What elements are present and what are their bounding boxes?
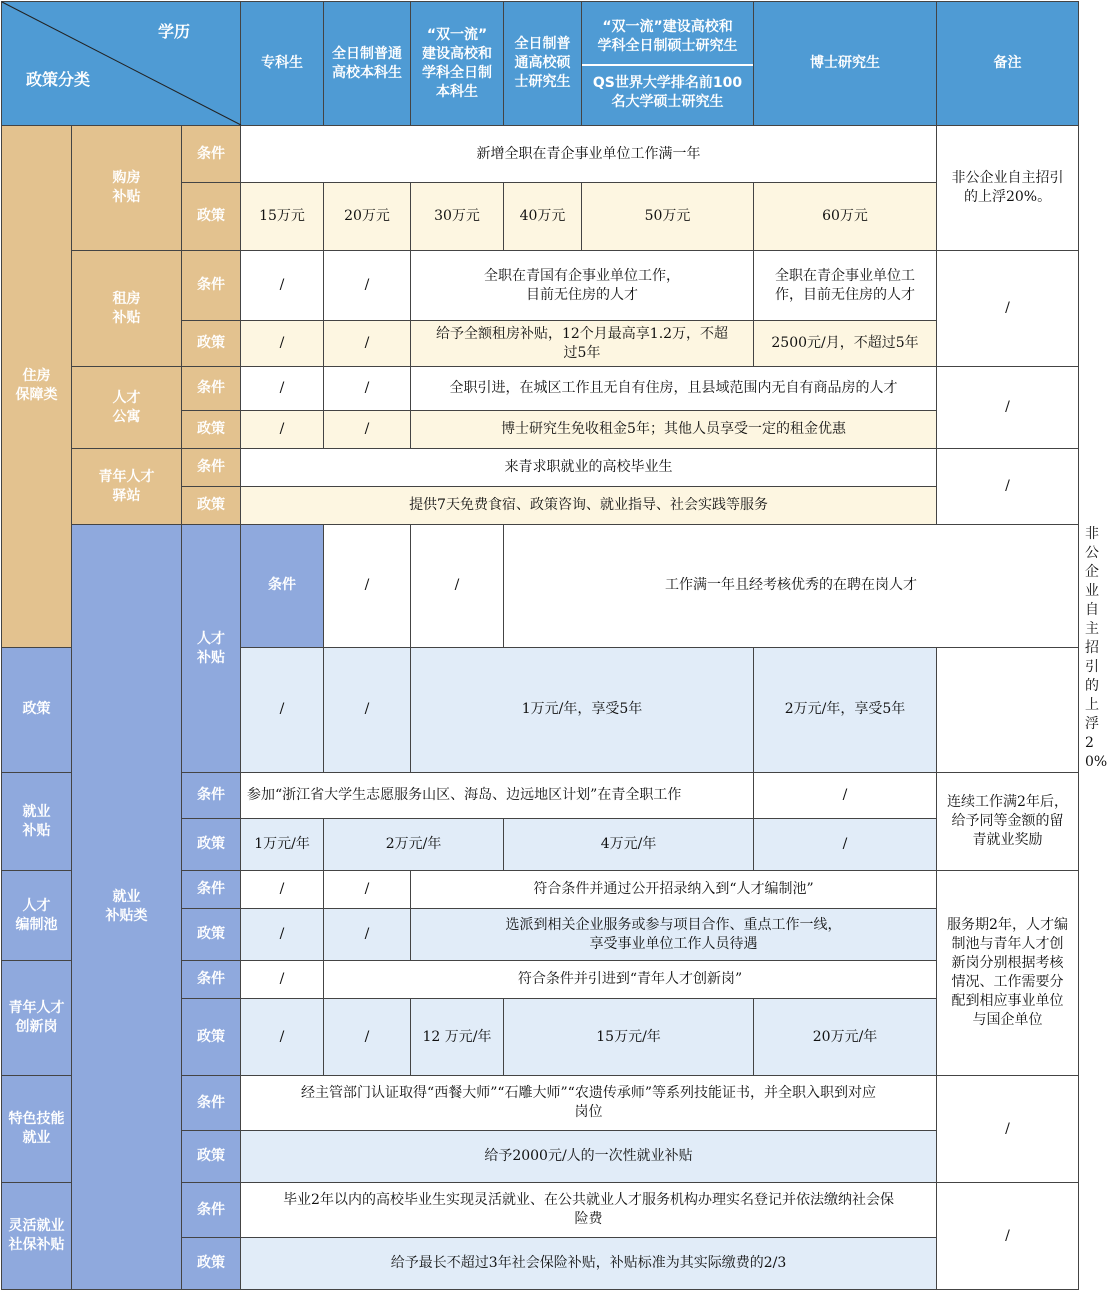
pool-cond-rest: 符合条件并通过公开招录纳入到“人才编制池”: [411, 871, 937, 909]
label-policy: 政策: [182, 411, 241, 449]
table-row: 就业 补贴类 人才 补贴 条件 / / 工作满一年且经考核优秀的在聘在岗人才 非公企业自主招引 的上浮20%: [2, 525, 1079, 648]
header-syl-shuoshi: “双一流”建设高校和 学科全日制硕士研究生: [582, 11, 753, 66]
header-policy-category-label: 政策分类: [26, 70, 91, 89]
label-cond: 条件: [182, 367, 241, 411]
label-cond: 条件: [182, 961, 241, 999]
label-policy: 政策: [182, 183, 241, 251]
apartment-cond-benke: /: [324, 367, 411, 411]
item-talent-pool: 人才 编制池: [2, 871, 72, 961]
label-cond: 条件: [182, 1076, 241, 1131]
header-boshi: 博士研究生: [754, 2, 937, 126]
label-cond: 条件: [182, 773, 241, 819]
policy-table: [1, 1, 1107, 1290]
job-cond-main: 参加“浙江省大学生志愿服务山区、海岛、边远地区计划”在青全职工作: [241, 773, 754, 819]
apartment-policy-zhuanke: /: [241, 411, 324, 449]
label-cond: 条件: [182, 126, 241, 183]
job-policy-benke: 2万元/年: [324, 819, 504, 871]
innov-policy-syl: 12 万元/年: [411, 999, 504, 1076]
item-talent-apartment: 人才 公寓: [72, 367, 182, 449]
job-note: 连续工作满2年后， 给予同等金额的留 青就业奖励: [937, 773, 1079, 871]
flex-cond: 毕业2年以内的高校毕业生实现灵活就业、在公共就业人才服务机构办理实名登记并依法缴纳社会保 险费: [241, 1183, 937, 1238]
diagonal-line: [2, 2, 241, 125]
apartment-cond-rest: 全职引进，在城区工作且无自有住房，且县域范围内无自有商品房的人才: [411, 367, 937, 411]
label-cond: 条件: [241, 525, 324, 648]
skill-policy: 给予2000元/人的一次性就业补贴: [241, 1131, 937, 1183]
label-cond: 条件: [182, 1183, 241, 1238]
purchase-zhuanke: 15万元: [241, 183, 324, 251]
talent-cond-zhuanke: /: [324, 525, 411, 648]
header-shuoshi: 全日制普 通高校硕 士研究生: [504, 2, 582, 126]
apartment-policy-rest: 博士研究生免收租金5年；其他人员享受一定的租金优惠: [411, 411, 937, 449]
rent-policy-boshi: 2500元/月，不超过5年: [754, 321, 937, 367]
rent-cond-mid: 全职在青国有企事业单位工作， 目前无住房的人才: [411, 251, 754, 321]
station-cond: 来青求职就业的高校毕业生: [241, 449, 937, 487]
table-row: [2, 251, 1079, 321]
rent-policy-benke: /: [324, 321, 411, 367]
purchase-syl-benke: 30万元: [411, 183, 504, 251]
rent-cond-boshi: 全职在青企事业单位工 作，目前无住房的人才: [754, 251, 937, 321]
rent-cond-zhuanke: /: [241, 251, 324, 321]
station-policy: 提供7天免费食宿、政策咨询、就业指导、社会实践等服务: [241, 487, 937, 525]
item-employment-subsidy: 就业 补贴: [2, 773, 72, 871]
purchase-note: 非公企业自主招引 的上浮20%。: [937, 126, 1079, 251]
job-policy-zhuanke: 1万元/年: [241, 819, 324, 871]
label-cond: 条件: [182, 251, 241, 321]
header-qs-shuoshi: QS世界大学排名前100 名大学硕士研究生: [592, 75, 743, 110]
purchase-cond: 新增全职在青企事业单位工作满一年: [241, 126, 937, 183]
talent-policy-benke: /: [324, 647, 411, 772]
innov-policy-boshi: 20万元/年: [754, 999, 937, 1076]
innov-cond-zhuanke: /: [241, 961, 324, 999]
label-policy: 政策: [182, 819, 241, 871]
category-employment: 就业 补贴类: [72, 525, 182, 1290]
header-benke: 全日制普通 高校本科生: [324, 2, 411, 126]
pool-policy-zhuanke: /: [241, 909, 324, 961]
item-youth-station: 青年人才 驿站: [72, 449, 182, 525]
pool-policy-rest: 选派到相关企业服务或参与项目合作、重点工作一线， 享受事业单位工作人员待遇: [411, 909, 937, 961]
flex-note: /: [937, 1183, 1079, 1290]
talent-cond-rest: 工作满一年且经考核优秀的在聘在岗人才: [504, 525, 1079, 648]
flex-policy: 给予最长不超过3年社会保险补贴，补贴标准为其实际缴费的2/3: [241, 1238, 937, 1290]
header-diagonal-cell: [2, 2, 241, 126]
talent-policy-zhuanke: /: [241, 647, 324, 772]
talent-policy-boshi: 2万元/年，享受5年: [754, 647, 937, 772]
innov-cond-rest: 符合条件并引进到“青年人才创新岗”: [324, 961, 937, 999]
item-special-skill: 特色技能就业: [2, 1076, 72, 1183]
skill-cond: 经主管部门认证取得“西餐大师”“石雕大师”“农遗传承师”等系列技能证书，并全职入职到对应 岗位: [241, 1076, 937, 1131]
purchase-boshi: 60万元: [754, 183, 937, 251]
label-policy: 政策: [182, 1238, 241, 1290]
job-policy-mid: 4万元/年: [504, 819, 754, 871]
pool-cond-benke: /: [324, 871, 411, 909]
header-row: [2, 2, 1079, 126]
label-policy: 政策: [182, 909, 241, 961]
job-cond-boshi: /: [754, 773, 937, 819]
table-row: [2, 367, 1079, 411]
label-policy: 政策: [182, 321, 241, 367]
header-beizhu: 备注: [937, 2, 1079, 126]
label-policy: 政策: [2, 647, 72, 772]
innov-policy-mid: 15万元/年: [504, 999, 754, 1076]
pool-innov-note: 服务期2年，人才编 制池与青年人才创 新岗分别根据考核 情况、工作需要分 配到相应事业单位 与国企单位: [937, 871, 1079, 1076]
talent-cond-benke: /: [411, 525, 504, 648]
job-policy-boshi: /: [754, 819, 937, 871]
innov-policy-benke: /: [324, 999, 411, 1076]
table-row: [2, 126, 1079, 183]
skill-note: /: [937, 1076, 1079, 1183]
header-syl-qs-shuoshi: [582, 2, 754, 126]
apartment-note: /: [937, 367, 1079, 449]
item-flexible-social-insurance: 灵活就业 社保补贴: [2, 1183, 72, 1290]
item-talent-subsidy: 人才 补贴: [182, 525, 241, 773]
apartment-cond-zhuanke: /: [241, 367, 324, 411]
header-zhuanke: 专科生: [241, 2, 324, 126]
rent-policy-zhuanke: /: [241, 321, 324, 367]
label-policy: 政策: [182, 487, 241, 525]
innov-policy-zhuanke: /: [241, 999, 324, 1076]
header-education-label: 学历: [158, 22, 191, 41]
label-policy: 政策: [182, 1131, 241, 1183]
pool-policy-benke: /: [324, 909, 411, 961]
item-rent-subsidy: 租房 补贴: [72, 251, 182, 367]
header-syl-benke: “双一流” 建设高校和 学科全日制 本科生: [411, 2, 504, 126]
label-cond: 条件: [182, 871, 241, 909]
apartment-policy-benke: /: [324, 411, 411, 449]
purchase-qs: 50万元: [582, 183, 754, 251]
rent-cond-benke: /: [324, 251, 411, 321]
item-purchase-subsidy: 购房 补贴: [72, 126, 182, 251]
label-policy: 政策: [182, 999, 241, 1076]
category-housing: 住房 保障类: [2, 126, 72, 648]
purchase-benke: 20万元: [324, 183, 411, 251]
item-youth-innovation-post: 青年人才 创新岗: [2, 961, 72, 1076]
table-row: [2, 449, 1079, 487]
purchase-shuoshi: 40万元: [504, 183, 582, 251]
station-note: /: [937, 449, 1079, 525]
talent-policy-mid: 1万元/年，享受5年: [411, 647, 754, 772]
label-cond: 条件: [182, 449, 241, 487]
rent-note: /: [937, 251, 1079, 367]
pool-cond-zhuanke: /: [241, 871, 324, 909]
rent-policy-mid: 给予全额租房补贴，12个月最高享1.2万，不超 过5年: [411, 321, 754, 367]
